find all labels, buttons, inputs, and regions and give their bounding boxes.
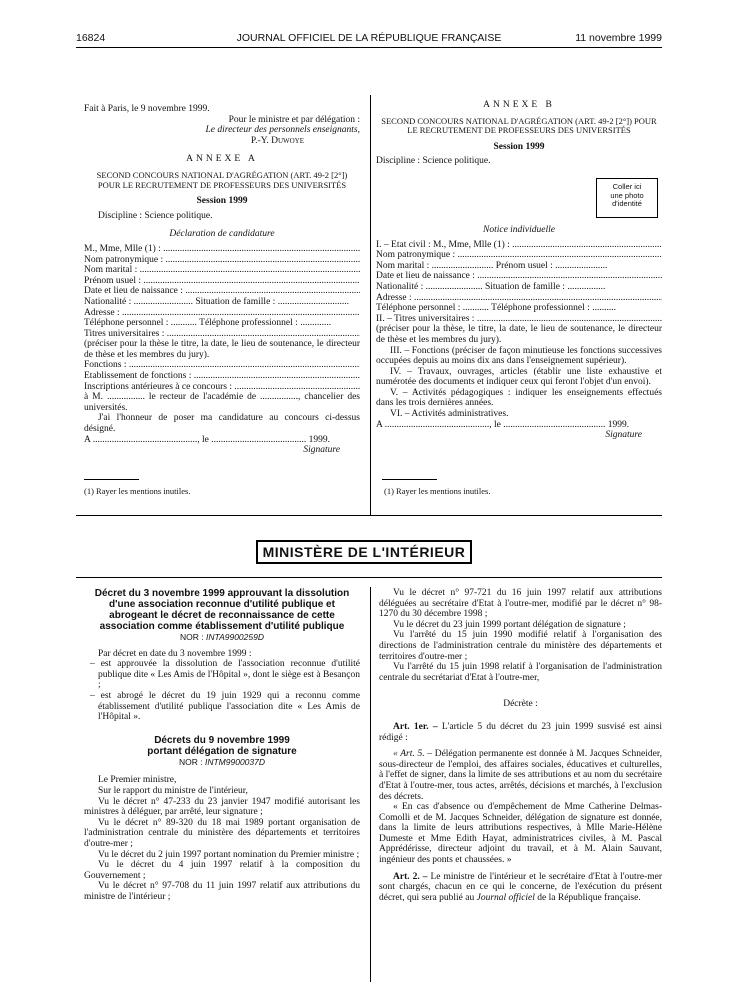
column-divider xyxy=(370,587,371,982)
decree2-heading: Décrets du 9 novembre 1999 xyxy=(154,734,290,746)
annex-b-title: ANNEXE B xyxy=(483,100,555,110)
decree2-paragraph: Le Premier ministre, xyxy=(98,775,177,786)
decree2-paragraph: Vu le décret n° 97-708 du 11 juin 1997 relatif aux attributions du ministre de l'intérieur ; xyxy=(84,881,360,902)
nationality-row: Nationalité : ......................... Situation de famille : .............................. xyxy=(84,296,349,307)
footnote-rule xyxy=(382,479,437,480)
decree1-intro: Par décret en date du 3 novembre 1999 : xyxy=(98,648,252,659)
annex-a-contest: SECOND CONCOURS NATIONAL D'AGRÉGATION (ART. 49-2 [2°]) POUR LE RECRUTEMENT DE PROFESSEURS DES UNIVERSITÉS xyxy=(96,169,348,190)
art2-label: Art. 2. – xyxy=(393,871,428,882)
annex-a-title: ANNEXE A xyxy=(186,154,258,165)
art1-text: L'article 5 du décret du 23 juin 1999 susvisé est ainsi rédigé : xyxy=(379,721,662,743)
signature-label: Signature xyxy=(303,445,340,456)
signed-at: Fait à Paris, le 9 novembre 1999. xyxy=(84,104,210,114)
art1-label: Art. 1er. – xyxy=(393,721,438,732)
thesis-note: (préciser pour la thèse, le titre, la date, le lieu de soutenance, le directeur de thèse et les membres du jury). xyxy=(376,324,662,345)
pedagogy-note: V. – Activités pédagogiques : indiquer les enseignements effectués dans les trois dernières années. xyxy=(376,387,662,409)
addressee-a: à M. xyxy=(84,392,103,403)
phone-row: Téléphone personnel : ........... Téléphone professionnel : ............. xyxy=(84,318,332,329)
signature-label: Signature xyxy=(605,430,642,441)
family-status-label: Situation de famille : xyxy=(195,296,276,307)
year: 1999. xyxy=(607,419,630,430)
nor-label: NOR : xyxy=(178,756,203,767)
right-paragraph: Vu le décret n° 97-721 du 16 juin 1997 relatif aux attributions déléguées au secrétaire d'Etat à l'outre-mer, modifié par le décret n° 98-1270 du 30 décembre 1998 ; xyxy=(379,588,662,620)
functions-note: III. – Fonctions (préciser de façon minutieuse les fonctions successives occupées depuis au moins dix ans dans l'enseignement supérieur). xyxy=(376,345,662,367)
annex-a-footnote: (1) Rayer les mentions inutiles. xyxy=(84,486,191,496)
place-a: A xyxy=(84,434,91,445)
admin-note: VI. – Activités administratives. xyxy=(390,409,509,420)
photo-line: Coller ici xyxy=(612,182,642,191)
thesis-note: (préciser pour la thèse le titre, la date, le lieu de soutenance, le directeur de thèse et les membres du jury). xyxy=(84,339,360,360)
annex-b-footnote: (1) Rayer les mentions inutiles. xyxy=(384,486,491,496)
decree2-paragraph: Vu le décret n° 89-320 du 18 mai 1989 portant organisation de l'administration centrale du ministère des départements et territoires d'outre-mer ; xyxy=(84,817,360,849)
right-paragraph: Vu l'arrêté du 15 juin 1998 relatif à l'organisation de l'administration centrale du secrétariat d'Etat à l'outre-mer, xyxy=(379,662,662,683)
first-name-label: Prénom usuel : xyxy=(495,260,553,271)
page-number: 16824 xyxy=(76,32,106,44)
right-paragraph: Vu le décret du 23 juin 1999 portant délégation de signature ; xyxy=(393,619,626,630)
marital-row: Nom marital : .......................... Prénom usuel : ...................... xyxy=(376,260,608,271)
absence-paragraph: « En cas d'absence ou d'empêchement de Mme Catherine Delmas-Comolli et de M. Jacques Schneider, délégation de signature est donnée, dans la limite de leurs attributions respectives, à Mlle Marie-Hélène Dumeste et Mme Edith Hayat, administratrices civiles, à M. Pascal Apprédérisse, directeur adjoint du travail, et à M. Alain Sauvant, ingénieur des ponts et chaussées. » xyxy=(379,802,662,866)
art2-text: Le ministre de l'intérieur et le secrétaire d'Etat à l'outre-mer sont chargés, chacun en ce qui le concerne, de l'exécution du présent décret, qui sera publié au xyxy=(379,871,663,903)
nor-label: NOR : xyxy=(180,632,204,642)
nationality-row: Nationalité : ........................ Situation de famille : ................ xyxy=(376,281,606,292)
nor-code: INTA9900259D xyxy=(206,632,264,642)
annex-a-form-title: Déclaration de candidature xyxy=(169,229,275,240)
decree2-heading-2: portant délégation de signature xyxy=(147,745,297,757)
art2-end: de la République française. xyxy=(537,892,641,903)
nationality-label: Nationalité : xyxy=(84,296,132,307)
decrees-right-column xyxy=(379,588,662,903)
article-1 xyxy=(379,722,662,743)
annex-a-session: Session 1999 xyxy=(196,196,248,207)
phone-pro-label: Téléphone professionnel : xyxy=(491,303,590,314)
form-field: Date et lieu de naissance : ..... xyxy=(84,286,360,297)
titles-field: Titres universitaires : ..... xyxy=(84,329,360,340)
form-field: Date et lieu de naissance : ..... xyxy=(376,271,662,282)
address-field: Adresse : ..... xyxy=(84,308,360,319)
form-field: Nom patronymique : ..... xyxy=(84,255,360,266)
decrete: Décrète : xyxy=(503,699,538,710)
annex-b-contest: SECOND CONCOURS NATIONAL D'AGRÉGATION (ART. 49-2 [2°]) POUR LE RECRUTEMENT DE PROFESSEURS DES UNIVERSITÉS xyxy=(381,115,657,136)
annex-b-session: Session 1999 xyxy=(493,141,545,152)
decree1-heading: Décret du 3 novembre 1999 approuvant la dissolution d'une association reconnue d'utilité publique et abrogeant le décret de reconnaissance de cette association comme établissement d'utilité publique xyxy=(94,588,350,632)
honour: J'ai l'honneur de poser ma candidature au concours ci-dessus désigné. xyxy=(84,413,360,435)
phone-pro-label: Téléphone professionnel : xyxy=(199,318,298,329)
annex-a-column xyxy=(84,104,360,456)
phone-personal-label: Téléphone personnel : xyxy=(84,318,169,329)
place-le: le xyxy=(493,419,501,430)
director: Le directeur des personnels enseignants, xyxy=(205,125,360,136)
journal-title: JOURNAL OFFICIEL DE LA RÉPUBLIQUE FRANÇAISE xyxy=(236,32,502,44)
art5-label: « Art. 5. – xyxy=(393,749,433,760)
phone-personal-label: Téléphone personnel : xyxy=(376,303,461,314)
photo-line: une photo xyxy=(610,190,644,200)
issue-date: 11 novembre 1999 xyxy=(575,32,662,44)
decree2-paragraph: Sur le rapport du ministre de l'intérieur, xyxy=(98,785,248,796)
place-le: le xyxy=(201,434,209,445)
marital-label: Nom marital : xyxy=(376,260,430,271)
place-date: A ............................................, le ........................................... 1999. xyxy=(376,419,630,430)
running-header xyxy=(76,32,662,46)
form-field: Nom marital : ..... xyxy=(84,265,360,276)
right-paragraph: Vu l'arrêté du 15 juin 1990 modifié relatif à l'organisation des directions de l'administration centrale du ministère des départements et territoires d'outre-mer ; xyxy=(379,630,662,662)
civil-field: I. – Etat civil : M., Mme, Mlle (1) : ..... xyxy=(376,240,662,251)
header-rule xyxy=(76,47,662,48)
decree2-paragraph: Vu le décret du 2 juin 1997 portant nomination du Premier ministre ; xyxy=(98,849,360,860)
nationality-label: Nationalité : xyxy=(376,281,424,292)
decree1-item: – est approuvée la dissolution de l'association reconnue d'utilité publique dite « Les Amis de l'Hôpital », dont le siège est à Besançon ; xyxy=(90,659,360,691)
decrees-left-column xyxy=(84,588,360,902)
section-rule xyxy=(76,577,662,578)
nor-code: INTM9900037D xyxy=(204,756,265,767)
family-status-label: Situation de famille : xyxy=(484,281,565,292)
previous-field: Inscriptions antérieures à ce concours : ..... xyxy=(84,382,360,393)
titles-field: II. – Titres universitaires : ..... xyxy=(376,314,662,325)
works-note: IV. – Travaux, ouvrages, articles (établir une liste exhaustive et numérotée des documents et indiquer ceux qui feront l'objet d'un envoi). xyxy=(376,366,662,388)
addressee-b: le recteur de l'académie de xyxy=(148,392,257,403)
place-a: A xyxy=(376,419,383,430)
annex-a-discipline: Discipline : Science politique. xyxy=(98,210,213,221)
delegation: Pour le ministre et par délégation : xyxy=(228,114,360,125)
address-field: Adresse : ..... xyxy=(376,293,662,304)
signatory: P.-Y. Duwoye xyxy=(250,135,304,146)
form-field: Nom patronymique : ..... xyxy=(376,250,662,261)
decree2-paragraph: Vu le décret n° 47-233 du 23 janvier 1947 modifié autorisant les ministres à déléguer, par arrêté, leur signature ; xyxy=(84,796,360,818)
decree2-paragraph: Vu le décret du 4 juin 1997 relatif à la composition du Gouvernement ; xyxy=(84,860,360,881)
addressee: à M. ................ le recteur de l'académie de ................, chancelier des universités. xyxy=(84,392,360,413)
form-field: M., Mme, Mlle (1) : ..... xyxy=(84,244,360,255)
place-date: A ............................................, le ........................................ 1999. xyxy=(84,434,330,445)
photo-line: d'identité xyxy=(612,199,642,208)
footnote-rule xyxy=(84,479,139,480)
phone-row: Téléphone personnel : ........... Téléphone professionnel : .......... xyxy=(376,303,616,314)
annex-b-discipline: Discipline : Science politique. xyxy=(376,156,491,167)
art5-text: Délégation permanente est donnée à M. Jacques Schneider, sous-directeur de l'emploi, des affaires sociales, éducatives et culturelles, à l'effet de signer, dans la limite de ses attributions et au nom du secrétaire d'Etat à l'outre-mer, tous actes, arrêtés, décisions et marchés, à l'exclusion des décrets. xyxy=(379,749,663,802)
year: 1999. xyxy=(308,434,330,445)
section-rule xyxy=(76,515,662,516)
decree1-item: – est abrogé le décret du 19 juin 1929 qui a reconnu comme établissement d'utilité publique l'association dite « Les Amis de l'Hôpital ». xyxy=(90,690,360,723)
ministry-banner: MINISTÈRE DE L'INTÉRIEUR xyxy=(256,540,472,564)
addressee-c: chancelier des universités. xyxy=(84,392,360,413)
photo-box xyxy=(596,178,658,218)
establishment-field: Etablissement de fonctions : ..... xyxy=(84,371,360,382)
article-5 xyxy=(379,749,662,802)
decree1-nor xyxy=(84,632,360,643)
column-divider xyxy=(370,95,371,515)
art2-journal: Journal officiel xyxy=(476,892,535,903)
functions-field: Fonctions : ..... xyxy=(84,360,360,371)
annex-b-form-title: Notice individuelle xyxy=(482,224,556,235)
form-field: Prénom usuel : ..... xyxy=(84,276,360,287)
annex-b-column xyxy=(376,100,662,441)
decree2-nor xyxy=(84,757,360,768)
article-2 xyxy=(379,872,662,904)
